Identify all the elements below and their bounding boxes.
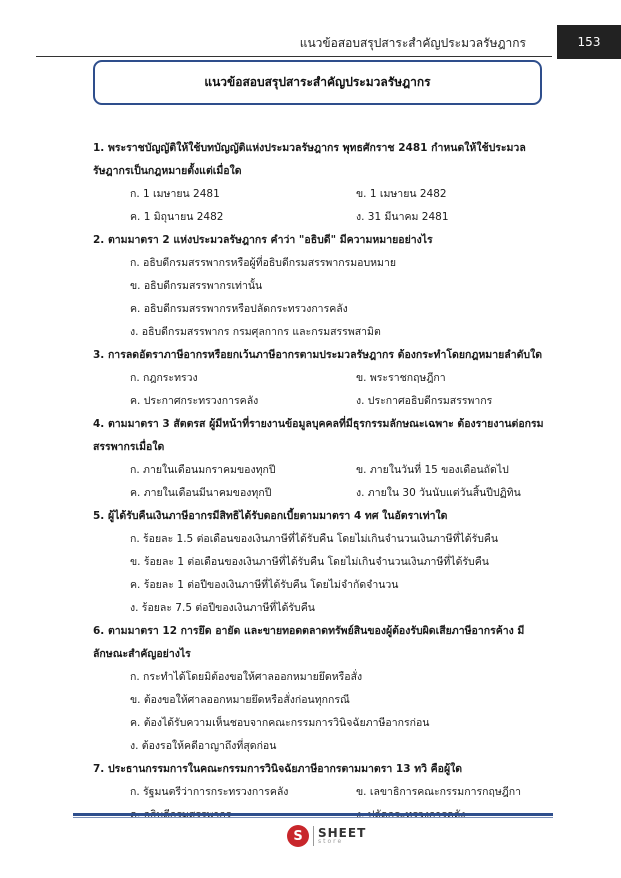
question-2-options [93,252,555,344]
option: ค. ประกาศกระทรวงการคลัง [130,395,259,407]
question-6: 6. ตามมาตรา 12 การยึด อายัด และขายทอดตลาดทรัพย์สินของผู้ต้องรับผิดเสียภาษีอากรค้าง มีลักษณะสำคัญอย่างไร [93,625,525,660]
option: ก. กฎกระทรวง [130,372,198,384]
question-1: 1. พระราชบัญญัติให้ใช้บทบัญญัติแห่งประมวลรัษฎากร พุทธศักราช 2481 กำหนดให้ใช้ประมวลรัษฎากรเป็นกฎหมายตั้งแต่เมื่อใด [93,142,526,177]
running-header-title: แนวข้อสอบสรุปสาระสำคัญประมวลรัษฎากร [299,36,526,50]
question-1-options [93,183,555,229]
option: ง. ต้องรอให้คดีอาญาถึงที่สุดก่อน [130,740,277,752]
footer-rule [73,813,553,816]
question-4: 4. ตามมาตรา 3 สัตตรส ผู้มีหน้าที่รายงานข้อมูลบุคคลที่มีธุรกรรมลักษณะเฉพาะ ต้องรายงานต่อกรมสรรพากรเมื่อใด [93,418,544,453]
question-5: 5. ผู้ได้รับคืนเงินภาษีอากรมีสิทธิได้รับดอกเบี้ยตามมาตรา 4 ทศ ในอัตราเท่าใด [93,510,448,522]
logo-text [318,827,366,845]
option: ค. ร้อยละ 1 ต่อปีของเงินภาษีที่ได้รับคืน โดยไม่จำกัดจำนวน [130,579,399,591]
option: ก. กระทำได้โดยมิต้องขอให้ศาลออกหมายยึดหรือสั่ง [130,671,363,683]
question-6-options [93,666,555,758]
question-4-options [93,459,555,505]
option: ก. ร้อยละ 1.5 ต่อเดือนของเงินภาษีที่ได้รับคืน โดยไม่เกินจำนวนเงินภาษีที่ได้รับคืน [130,533,499,545]
option: ข. ต้องขอให้ศาลออกหมายยึดหรือสั่งก่อนทุกกรณี [130,694,350,706]
option: ง. ร้อยละ 7.5 ต่อปีของเงินภาษีที่ได้รับคืน [130,602,315,614]
question-7-options [93,781,555,827]
option: ง. ประกาศอธิบดีกรมสรรพากร [356,395,493,407]
option: ข. ร้อยละ 1 ต่อเดือนของเงินภาษีที่ได้รับคืน โดยไม่เกินจำนวนเงินภาษีที่ได้รับคืน [130,556,489,568]
option: ข. พระราชกฤษฎีกา [356,372,446,384]
question-7: 7. ประธานกรรมการในคณะกรรมการวินิจฉัยภาษีอากรตามมาตรา 13 ทวิ คือผู้ใด [93,763,463,775]
option: ง. 31 มีนาคม 2481 [356,211,449,223]
option: ข. เลขาธิการคณะกรรมการกฤษฎีกา [356,786,522,798]
option: ข. ภายในวันที่ 15 ของเดือนถัดไป [356,464,509,476]
sheet-store-logo [287,825,366,847]
option: ข. อธิบดีกรมสรรพากรเท่านั้น [130,280,263,292]
option: ก. ภายในเดือนมกราคมของทุกปี [130,464,276,476]
question-2: 2. ตามมาตรา 2 แห่งประมวลรัษฎากร คำว่า "อธิบดี" มีความหมายอย่างไร [93,234,433,246]
logo-main-text: SHEET [318,826,367,840]
option: ก. 1 เมษายน 2481 [130,188,220,200]
header-rule [36,56,552,57]
question-5-options [93,528,555,620]
option: ค. ภายในเดือนมีนาคมของทุกปี [130,487,272,499]
logo-s-icon: S [287,825,309,847]
option: ข. 1 เมษายน 2482 [356,188,447,200]
question-3-options [93,367,555,413]
option: ค. อธิบดีกรมสรรพากรหรือปลัดกระทรวงการคลัง [130,303,348,315]
option: ง. ภายใน 30 วันนับแต่วันสิ้นปีปฏิทิน [356,487,521,499]
option: ค. 1 มิถุนายน 2482 [130,211,224,223]
option: ก. รัฐมนตรีว่าการกระทรวงการคลัง [130,786,289,798]
section-title-box: แนวข้อสอบสรุปสาระสำคัญประมวลรัษฎากร [93,60,542,105]
option: ก. อธิบดีกรมสรรพากรหรือผู้ที่อธิบดีกรมสรรพากรมอบหมาย [130,257,396,269]
option: ง. อธิบดีกรมสรรพากร กรมศุลกากร และกรมสรรพสามิต [130,326,381,338]
footer-rule-thin [73,817,553,818]
question-list [93,137,555,827]
logo-sub-text: store [318,838,344,845]
option: ค. ต้องได้รับความเห็นชอบจากคณะกรรมการวินิจฉัยภาษีอากรก่อน [130,717,430,729]
page-number: 153 [557,25,621,59]
question-3: 3. การลดอัตราภาษีอากรหรือยกเว้นภาษีอากรตามประมวลรัษฎากร ต้องกระทำโดยกฎหมายลำดับใด [93,349,543,361]
logo-divider [313,826,314,846]
